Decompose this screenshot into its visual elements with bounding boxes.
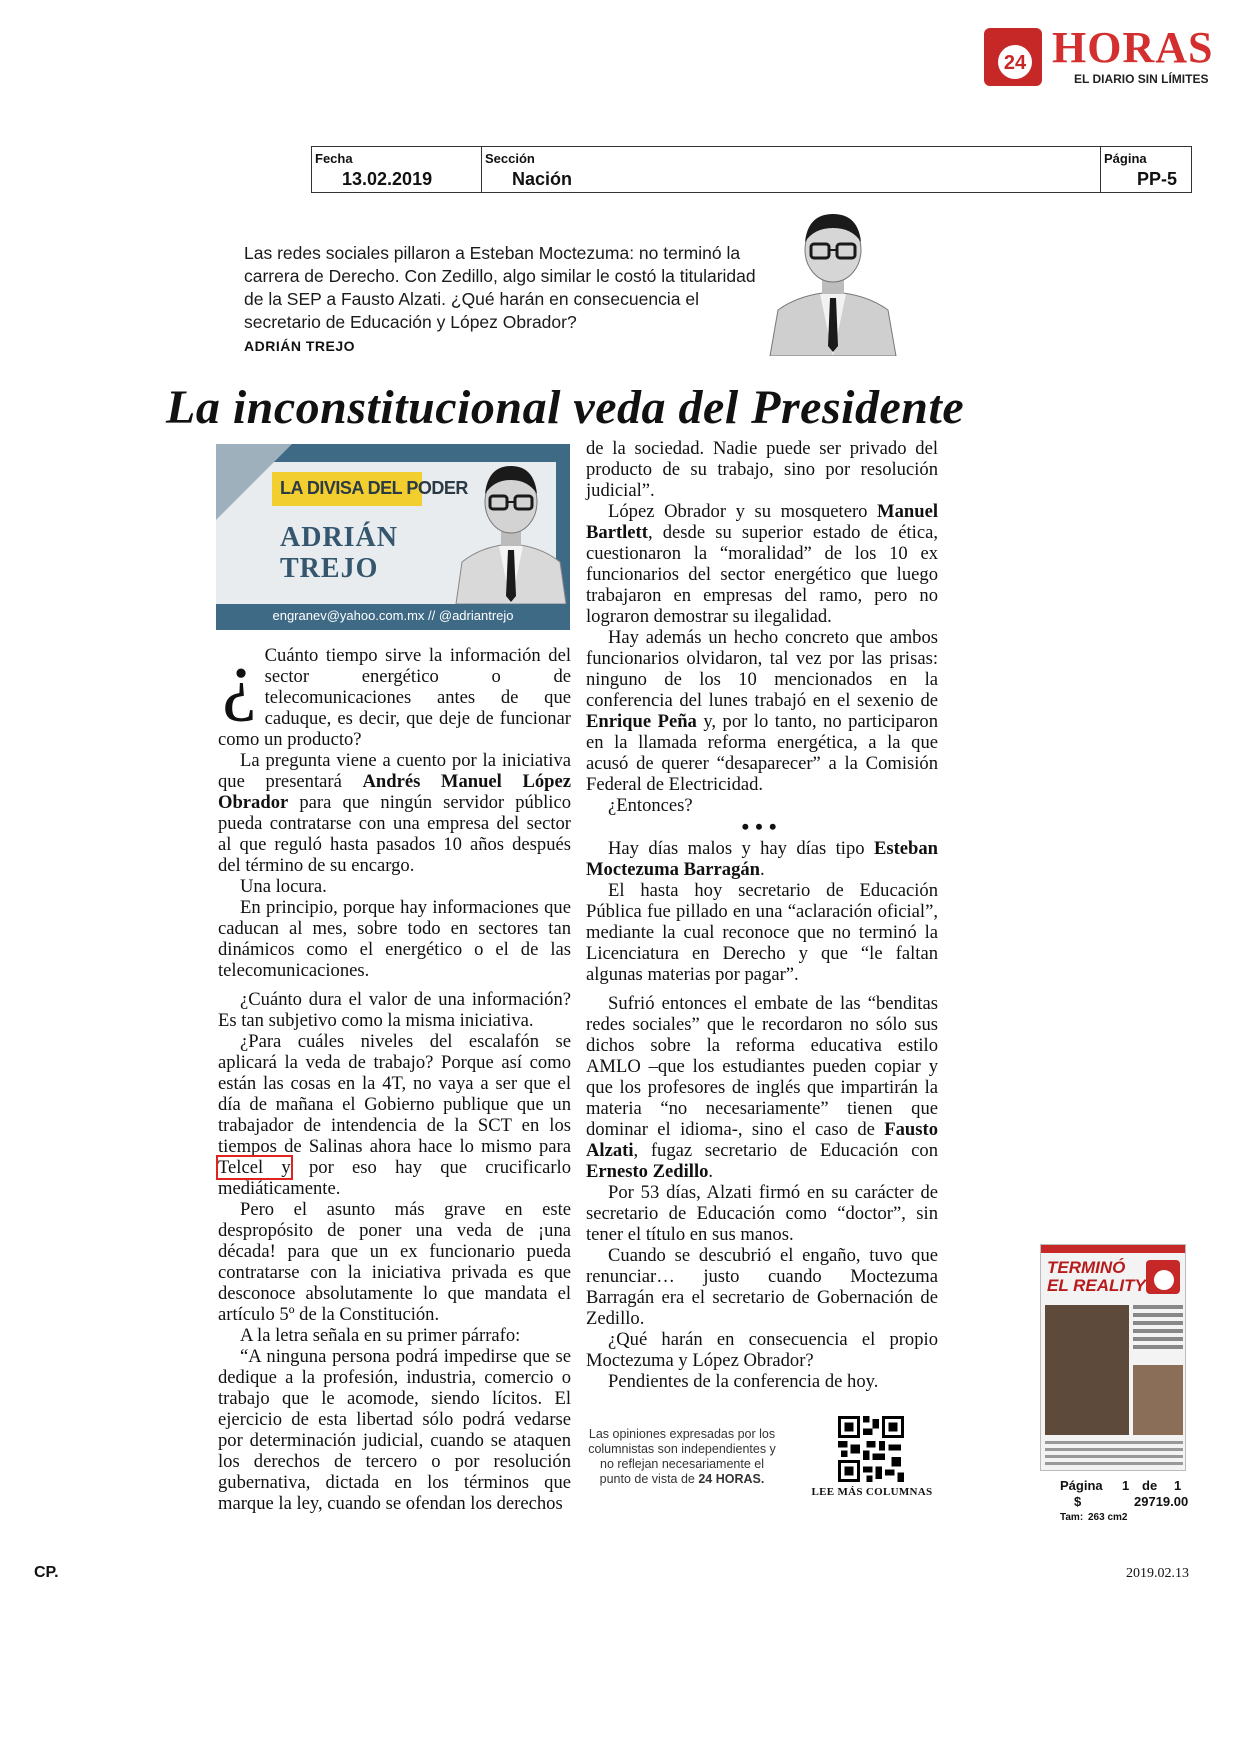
author-portrait-icon [760,206,906,356]
columnist-portrait-icon [452,450,570,604]
newspaper-logo [982,23,1222,90]
paragraph-text: para que ningún servidor público pueda contratarse con una empresa del sector al que reguló hasta pasados 10 años después del término de su encargo. [218,792,571,876]
page-info-total: 1 [1174,1478,1182,1493]
front-page-thumbnail [1040,1244,1186,1471]
spacer [218,981,571,989]
paragraph-text: . [760,859,765,880]
pagina-value: PP-5 [1137,169,1178,189]
paragraph-text: Hay además un hecho concreto que ambos funcionarios olvidaron, tal vez por las prisas: ninguno de los 10 mencionados en la conferencia del lunes trabajó en el sexenio de [586,627,938,711]
page-info-label: Página [1060,1478,1103,1493]
paragraph: Por 53 días, Alzati firmó en su carácter de secretario de Educación como “doctor”, sin tener el título en sus manos. [586,1182,938,1245]
quote-paragraph: “A ninguna persona podrá impedirse que se dedique a la profesión, industria, comercio o trabajo que le acomode, siendo lícitos. El ejercicio de esta libertad sólo podrá vedarse por determinación judicial, cuando se ataquen los derechos de tercero o por resolución gubernativa, dictada en los términos que marque la ley, cuando se ofendan los derechos [218,1346,571,1514]
seccion-value: Nación [512,169,573,189]
page-size-row [1060,1510,1190,1526]
paragraph: Cuando se descubrió el engaño, tuvo que renunciar… justo cuando Moctezuma Barragán era el secretario de Gobernación de Zedillo. [586,1245,938,1329]
logo-badge-number: 24 [1003,52,1027,74]
paragraph-text: Sufrió entonces el embate de las “benditas redes sociales” que le recordaron no sólo sus dichos sobre la reforma educativa estilo AMLO –que los estudiantes pueden copiar y que los profesores de inglés que impartirán la materia “no necesariamente” tienen que dominar el idioma-, sino el caso de [586,993,938,1140]
paragraph: Pero el asunto más grave en este despropósito de poner una veda de ¡una década! para que un ex funcionario pueda contratarse con la iniciativa privada es que desconoce absolutamente lo que mandata el artículo 5º de la Constitución. [218,1199,571,1325]
paragraph-text: . [708,1161,714,1182]
logo-tagline: EL DIARIO SIN LÍMITES [1074,72,1209,86]
page-info-de: de [1142,1478,1158,1493]
logo-wordmark: HORAS [1052,23,1214,72]
pagina-cell [1100,147,1193,192]
paragraph: ¿Qué harán en consecuencia el propio Moctezuma y López Obrador? [586,1329,938,1371]
page-info-currency: $ [1074,1494,1082,1509]
footer-date: 2019.02.13 [1126,1566,1189,1581]
bold-name: Fausto Alzati [586,1119,938,1161]
seccion-label: Sección [485,151,535,166]
column-author-last: TREJO [280,553,379,584]
cover-headline-line: TERMINÓ [1047,1258,1126,1277]
article-column-1 [218,635,571,1514]
column-author-first: ADRIÁN [280,522,398,553]
page-info [1060,1478,1190,1526]
paragraph-text: , fugaz secretario de Educación con [633,1140,938,1161]
paragraph: ¿Cuánto dura el valor de una información? Es tan subjetivo como la misma iniciativa. [218,989,571,1031]
paragraph [586,993,938,1182]
paragraph: de la sociedad. Nadie puede ser privado del producto de su trabajo, sino por resolución judicial”. [586,438,938,501]
paragraph-text: Cuánto tiempo sirve la información del sector energético o de telecomunicaciones antes de que caduque, es decir, que deje de funcionar como un producto? [218,645,571,750]
24-horas-badge-icon [982,26,1044,88]
paragraph [218,750,571,876]
paragraph [586,838,938,880]
columnist-contact: engranev@yahoo.com.mx // @adriantrejo [272,608,514,623]
teaser-text: Las redes sociales pillaron a Esteban Moctezuma: no terminó la carrera de Derecho. Con Zedillo, algo similar le costó la titularidad de la SEP a Fausto Alzati. ¿Qué harán en consecuencia el secretario de Educación y López Obrador? [244,243,756,332]
page-info-tam-value: 263 cm2 [1088,1512,1128,1523]
highlighted-term: Telcel y [218,1157,291,1178]
fecha-value: 13.02.2019 [342,169,433,189]
seccion-cell [482,147,1100,192]
article-headline: La inconstitucional veda del Presidente [166,381,965,434]
teaser-author: ADRIÁN TREJO [244,338,356,354]
paragraph: Pendientes de la conferencia de hoy. [608,1371,879,1392]
bold-name: Manuel Bartlett [586,501,938,543]
page-info-current: 1 [1122,1478,1130,1493]
drop-cap: ¿ [222,635,257,722]
disclaimer-brand: 24 HORAS. [698,1472,765,1486]
cover-footer-text [1045,1441,1183,1467]
paragraph-text: La pregunta viene a cuento por la iniciativa que presentará [218,750,571,792]
cover-headline [1047,1259,1146,1295]
page-info-tam-label: Tam: [1060,1512,1084,1523]
column-title: LA DIVISA DEL PODER [280,478,468,498]
paragraph [218,1031,571,1199]
page-info-amount: 29719.00 [1134,1494,1189,1509]
spacer [586,985,938,993]
cover-photo [1133,1365,1183,1435]
cover-top-bar [1041,1245,1186,1253]
cover-logo-icon [1145,1259,1181,1295]
paragraph [586,627,938,795]
pagina-label: Página [1104,151,1147,166]
article-column-2 [586,438,938,1392]
column-banner [216,444,570,630]
cover-photo [1045,1305,1129,1435]
qr-code-icon[interactable] [838,1416,904,1482]
paragraph-text: y, por lo tanto, no participaron en la llamada reforma energética, a la que acusó de querer “desaparecer” a la Comisión Federal de Electricidad. [586,711,939,795]
column-author [280,522,398,584]
paragraph-text: López Obrador y su mosquetero [608,501,878,522]
section-separator: ••• [741,814,783,839]
fecha-cell [312,147,482,192]
fecha-label: Fecha [315,151,353,166]
paragraph-text: Hay días malos y hay días tipo [608,838,874,859]
paragraph-text: , desde su superior estado de ética, cuestionaron la “moralidad” de los 10 ex funcionarios del sector energético que luego trabajaron en empresas del ramo, pero no lograron demostrar su ilegalidad. [586,522,938,627]
paragraph: A la letra señala en su primer párrafo: [240,1325,521,1346]
cover-headline-line: EL REALITY [1047,1276,1146,1295]
qr-label: LEE MÁS COLUMNAS [811,1486,933,1498]
bold-name: Ernesto Zedillo [586,1161,709,1182]
bold-name: Andrés Manuel López Obrador [218,771,571,813]
paragraph: El hasta hoy secretario de Educación Pública fue pillado en una “aclaración oficial”, mediante la cual reconoce que no terminó la Licenciatura en Derecho y que “le faltan algunas materias por pagar”. [586,880,938,985]
paragraph [218,635,571,750]
paragraph-text: ¿Para cuáles niveles del escalafón se aplicará la veda de trabajo? Porque así como están las cosas en la 4T, no vaya a ser que el día de mañana el Gobierno publique que un trabajador de intendencia de la SCT en los tiempos de Salinas ahora hace lo mismo para [218,1031,571,1157]
footer-left-code: CP. [34,1564,59,1581]
opinion-disclaimer [584,1427,780,1487]
paragraph: Una locura. [240,876,327,897]
paragraph: En principio, porque hay informaciones que caducan al mes, sobre todo en sectores tan dinámicos como el energético o el de las telecomunicaciones. [218,897,571,981]
bold-name: Enrique Peña [586,711,697,732]
paragraph: ¿Entonces? [608,795,693,816]
page-count-row [1060,1478,1190,1494]
clipping-header-table [311,146,1192,193]
paragraph [586,501,938,627]
cover-side-text [1133,1305,1183,1361]
paragraph-text: por eso hay que crucificarlo mediáticamente. [218,1157,571,1199]
disclaimer-text: Las opiniones expresadas por los columnistas son independientes y no reflejan necesariamente el punto de vista de [588,1427,776,1486]
bold-name: Esteban Moctezuma Barragán [586,838,938,880]
page-value-row [1060,1494,1190,1510]
